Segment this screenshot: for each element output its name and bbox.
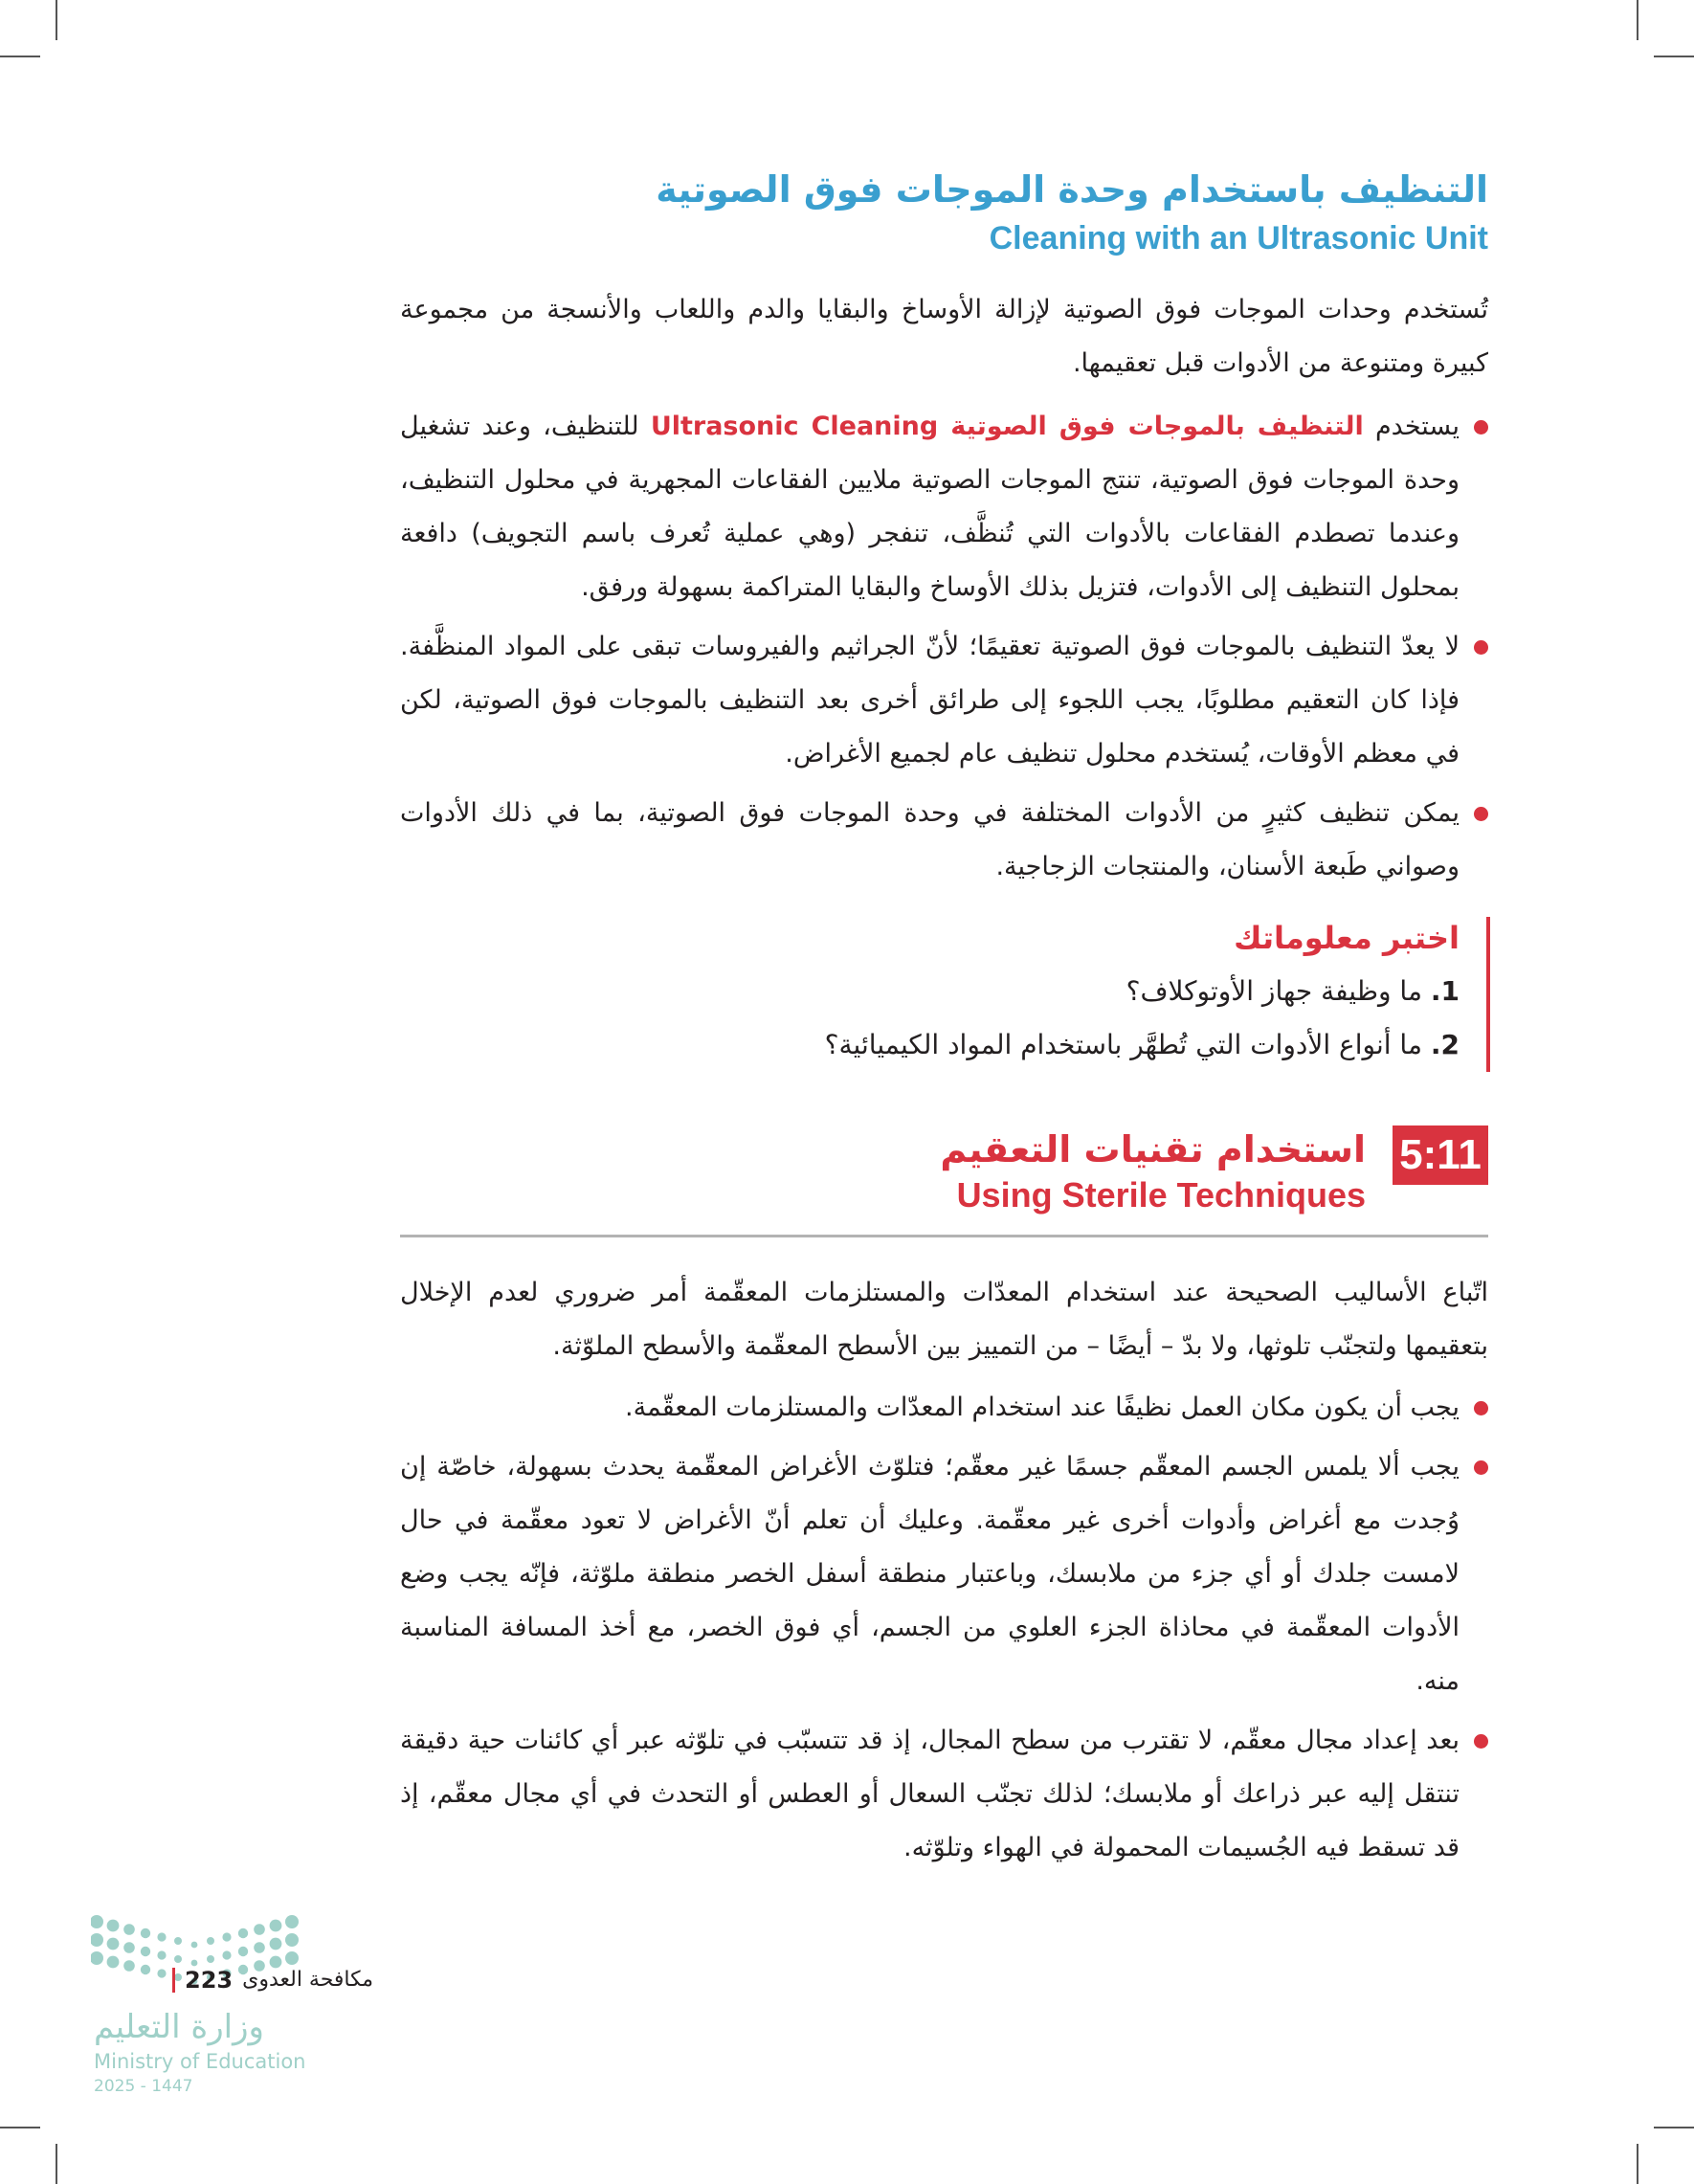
section2-titles [940,1125,1366,1217]
crop-mark [56,2144,57,2184]
logo-dot [238,1928,248,1938]
logo-dot [91,1933,103,1947]
intro-paragraph: تُستخدم وحدات الموجات فوق الصوتية لإزالة الأوساخ والبقايا والدم واللعاب والأنسجة من مجموعة كبيرة ومتنوعة من الأدوات قبل تعقيمها. [400,295,1488,378]
logo-dot [123,1942,135,1953]
quiz-title: اختبر معلوماتك [1234,920,1460,956]
logo-dot [107,1920,120,1932]
bullet-item [400,1381,1488,1435]
bullet-text: يستخدم [1363,412,1460,441]
quiz-item-text: ما وظيفة جهاز الأوتوكلاف؟ [1126,975,1422,1007]
quiz-item [400,1018,1460,1072]
logo-dot [222,1950,231,1959]
page-number: 223 [185,1967,234,1994]
logo-dot [123,1960,135,1972]
bullet-text: بعد إعداد مجال معقّم، لا تقترب من سطح المجال، إذ قد تتسبّب في تلوّثه عبر أي كائنات حية دقيقة تنتقل إليه عبر ذراعك أو ملابسك؛ لذلك تجنّب السعال أو العطس أو التحدث في أي مجال معقّم، إذ قد تسقط فيه الجُسيمات المحمولة في الهواء وتلوّثه. [400,1726,1460,1862]
crop-mark [1637,0,1638,40]
logo-dot [254,1924,265,1935]
section1-body [400,283,1488,894]
quiz-item-text: ما أنواع الأدوات التي تُطهَّر باستخدام المواد الكيميائية؟ [824,1029,1422,1060]
page-footer [172,1966,373,1995]
bullet-dot-icon [1474,1734,1488,1749]
crop-mark [56,0,57,40]
logo-dot [91,1915,103,1928]
quiz-item-number: 1. [1430,975,1460,1007]
bullet-dot-icon [1474,640,1488,655]
section2-title-ar: استخدام تقنيات التعقيم [940,1128,1366,1170]
logo-dot [141,1947,150,1956]
bullet-item [400,400,1488,614]
section-title-en: Cleaning with an Ultrasonic Unit [989,220,1488,256]
crop-mark [0,56,40,57]
logo-dot [207,1937,214,1945]
bullet-dot-icon [1474,1401,1488,1415]
logo-dot [157,1950,166,1959]
logo-dot [238,1947,248,1956]
crop-mark [1654,56,1694,57]
crop-mark [1637,2144,1638,2184]
section-number-badge: 5:11 [1393,1125,1488,1185]
bullet-item [400,1714,1488,1875]
section2-header [400,1125,1488,1217]
logo-dot [157,1932,166,1941]
bullet-dot-icon [1474,420,1488,435]
logo-text-ar: وزارة التعليم [94,2008,264,2046]
key-term: التنظيف بالموجات فوق الصوتية Ultrasonic Cleaning [650,412,1364,441]
logo-year: 2025 - 1447 [94,2077,193,2096]
crop-mark [1654,2127,1694,2128]
section2-body [400,1266,1488,1875]
bullet-dot-icon [1474,1460,1488,1475]
logo-dot [254,1942,265,1953]
bullet-text: يمكن تنظيف كثيرٍ من الأدوات المختلفة في وحدة الموجات فوق الصوتية، بما في ذلك الأدوات وصواني طَبعة الأسنان، والمنتجات الزجاجية. [400,798,1460,881]
chapter-name: مكافحة العدوى [242,1968,374,1992]
intro-paragraph: اتّباع الأساليب الصحيحة عند استخدام المعدّات والمستلزمات المعقّمة أمر ضروري لعدم الإخلال بتعقيمها ولتجنّب تلوثها، ولا بدّ – أيضًا – من التمييز بين الأسطح المعقّمة والأسطح الملوّثة. [400,1278,1488,1361]
bullet-item [400,787,1488,894]
logo-dot [123,1924,135,1935]
logo-dot [222,1932,231,1941]
quiz-item [400,965,1460,1018]
bullet-text: يجب أن يكون مكان العمل نظيفًا عند استخدام المعدّات والمستلزمات المعقّمة. [625,1393,1460,1422]
bullet-dot-icon [1474,807,1488,821]
bullet-item [400,1440,1488,1708]
section-title-ar: التنظيف باستخدام وحدة الموجات فوق الصوتية [656,168,1488,211]
logo-text-en: Ministry of Education [94,2050,306,2073]
logo-dot [157,1969,166,1977]
logo-dot [191,1942,198,1949]
bullet-item [400,620,1488,781]
logo-dot [285,1951,299,1965]
logo-dot [91,1951,103,1965]
logo-dot [174,1955,182,1963]
bullet-text: لا يعدّ التنظيف بالموجات فوق الصوتية تعقيمًا؛ لأنّ الجراثيم والفيروسات تبقى على المواد المنظَّفة. فإذا كان التعقيم مطلوبًا، يجب اللجوء إلى طرائق أخرى بعد التنظيف بالموجات فوق الصوتية، لكن في معظم الأوقات، يُستخدم محلول تنظيف عام لجميع الأغراض. [400,632,1460,769]
logo-dot [141,1965,150,1974]
logo-dot [285,1915,299,1928]
content-column [400,165,1488,1881]
bullet-text: يجب ألا يلمس الجسم المعقّم جسمًا غير معقّم؛ فتلوّث الأغراض المعقّمة يحدث بسهولة، خاصّة إن وُجدت مع أغراض وأدوات أخرى غير معقّمة. وعليك أن تعلم أنّ الأغراض لا تعود معقّمة في حال لامست جلدك أو أي جزء من ملابسك، وباعتبار منطقة أسفل الخصر منطقة ملوّثة، فإنّه يجب وضع الأدوات المعقّمة في محاذاة الجزء العلوي من الجسم، أي فوق الخصر، مع أخذ المسافة المناسبة منه. [400,1452,1460,1696]
logo-dot [285,1933,299,1947]
section-divider [400,1235,1488,1237]
logo-dot [270,1938,282,1950]
logo-dot [141,1928,150,1938]
logo-dot [107,1956,120,1969]
crop-mark [0,2127,40,2128]
bullet-text: للتنظيف، وعند تشغيل وحدة الموجات فوق الصوتية، تنتج الموجات الصوتية ملايين الفقاعات المجهرية في محلول التنظيف، وعندما تصطدم الفقاعات بالأدوات التي تُنظَّف، تنفجر (وهي عملية تُعرف باسم التجويف) دافعة بمحلول التنظيف إلى الأدوات، فتزيل بذلك الأوساخ والبقايا المتراكمة بسهولة ورفق. [400,412,1460,602]
logo-dot [107,1938,120,1950]
section2-title-en: Using Sterile Techniques [956,1175,1366,1215]
logo-dot [270,1920,282,1932]
logo-dot [207,1955,214,1963]
quiz-item-number: 2. [1430,1029,1460,1060]
logo-dot [174,1937,182,1945]
quiz-box [400,917,1490,1072]
footer-red-bar [172,1968,175,1993]
